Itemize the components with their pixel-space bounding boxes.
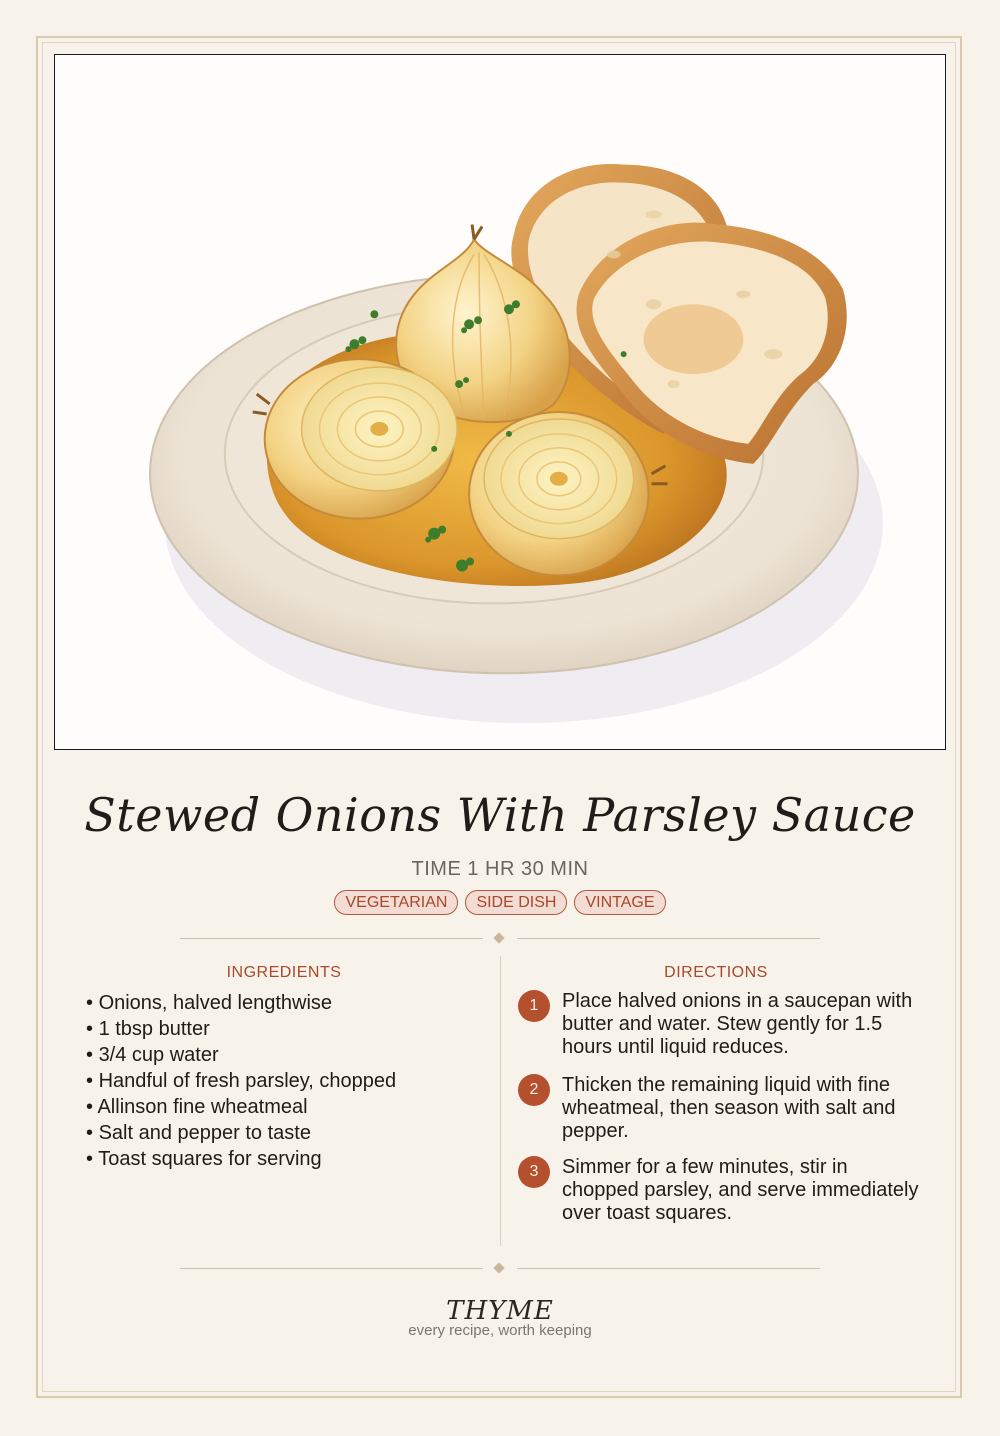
ingredients-heading: INGREDIENTS (226, 964, 342, 981)
step-text: Simmer for a few minutes, stir in chopped parsley, and serve immediately over toast squares. (562, 1156, 919, 1224)
step-text: Thicken the remaining liquid with fine wheatmeal, then season with salt and pepper. (562, 1074, 896, 1142)
diamond-icon (493, 932, 504, 943)
ingredients-list (86, 990, 486, 1172)
directions-heading: DIRECTIONS (664, 964, 768, 981)
recipe-illustration (54, 54, 946, 750)
top-divider (180, 932, 820, 946)
ingredient-item: • Onions, halved lengthwise (86, 990, 486, 1016)
brand-tagline: every recipe, worth keeping (408, 1322, 592, 1339)
ingredient-item: • Salt and pepper to taste (86, 1120, 486, 1146)
ingredient-item: • Toast squares for serving (86, 1146, 486, 1172)
column-divider (500, 956, 501, 1246)
step-number-badge: 2 (518, 1074, 550, 1106)
brand-logo: THYME (446, 1296, 554, 1326)
step-text: Place halved onions in a saucepan with butter and water. Stew gently for 1.5 hours until liquid reduces. (562, 990, 913, 1058)
step-number-badge: 3 (518, 1156, 550, 1188)
tag-vegetarian: VEGETARIAN (334, 890, 458, 915)
tag-side-dish: SIDE DISH (465, 890, 567, 915)
step-number-badge: 1 (518, 990, 550, 1022)
ingredient-item: • 1 tbsp butter (86, 1016, 486, 1042)
ingredient-item: • Handful of fresh parsley, chopped (86, 1068, 486, 1094)
recipe-title: Stewed Onions With Parsley Sauce (84, 788, 916, 842)
ingredient-item: • Allinson fine wheatmeal (86, 1094, 486, 1120)
tag-list (0, 890, 1000, 915)
tag-vintage: VINTAGE (574, 890, 665, 915)
diamond-icon (493, 1262, 504, 1273)
recipe-time: TIME 1 HR 30 MIN (411, 858, 589, 880)
bottom-divider (180, 1262, 820, 1276)
ingredient-item: • 3/4 cup water (86, 1042, 486, 1068)
